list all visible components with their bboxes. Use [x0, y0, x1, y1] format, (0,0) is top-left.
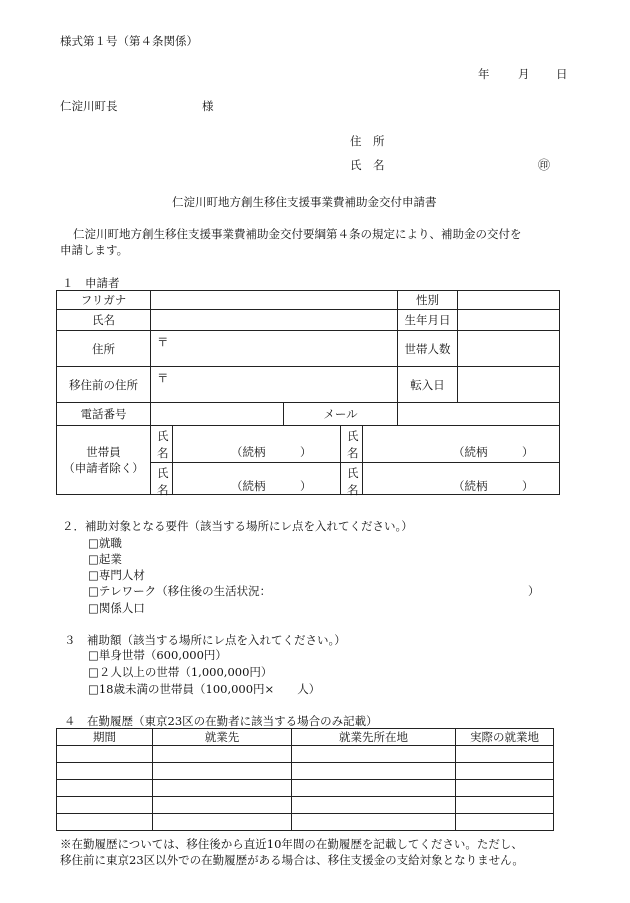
- document-title: 仁淀川町地方創生移住支援事業費補助金交付申請書: [172, 195, 437, 209]
- member-4-field[interactable]: [341, 463, 560, 495]
- date-month-label: 月: [518, 67, 530, 81]
- birthdate-label: 生年月日: [398, 310, 458, 331]
- email-label: メール: [284, 403, 398, 426]
- member-1-field[interactable]: [151, 426, 341, 463]
- gender-field[interactable]: [458, 291, 560, 310]
- section1-heading: １ 申請者: [62, 276, 120, 290]
- date-year-label: 年: [478, 67, 490, 81]
- telework-close-paren: ）: [528, 584, 540, 598]
- member-2-field[interactable]: [341, 426, 560, 463]
- member-name-label: 氏 名: [151, 426, 173, 462]
- name-label: 氏名: [57, 310, 151, 331]
- col-actual-workplace: 実際の就業地: [456, 729, 554, 746]
- applicant-table: [56, 290, 560, 495]
- address-label: 住所: [57, 331, 151, 367]
- prev-address-field[interactable]: [151, 367, 398, 403]
- table-row: [57, 814, 554, 831]
- col-employer-location: 就業先所在地: [292, 729, 456, 746]
- col-employer: 就業先: [153, 729, 292, 746]
- move-in-date-field[interactable]: [458, 367, 560, 403]
- addressee-suffix: 様: [202, 99, 214, 113]
- checkbox-telework[interactable]: □テレワーク（移住後の生活状況：: [88, 584, 272, 598]
- checkbox-employment[interactable]: □就職: [88, 536, 122, 550]
- household-count-label: 世帯人数: [398, 331, 458, 367]
- section3-heading: ３ 補助額（該当する場所にレ点を入れてください。）: [64, 633, 346, 647]
- relation-label: （続柄 ）: [453, 479, 534, 493]
- birthdate-field[interactable]: [458, 310, 560, 331]
- table-row: [57, 746, 554, 763]
- checkbox-single-household[interactable]: □単身世帯（600,000円）: [88, 648, 227, 662]
- phone-label: 電話番号: [57, 403, 151, 426]
- table-row: [57, 763, 554, 780]
- applicant-address-label: 住 所: [350, 134, 385, 148]
- seal-mark: ㊞: [538, 158, 551, 172]
- table-row: [57, 797, 554, 814]
- checkbox-specialist[interactable]: □専門人材: [88, 568, 145, 582]
- checkbox-multi-household[interactable]: □２人以上の世帯（1,000,000円）: [88, 665, 273, 679]
- phone-field[interactable]: [151, 403, 284, 426]
- relation-label: （続柄 ）: [231, 479, 312, 493]
- postal-mark: 〒: [157, 335, 169, 349]
- furigana-label: フリガナ: [57, 291, 151, 310]
- address-field[interactable]: [151, 331, 398, 367]
- member-name-label: 氏 名: [341, 463, 363, 494]
- relation-label: （続柄 ）: [453, 445, 534, 459]
- section4-heading: ４ 在勤履歴（東京23区の在勤者に該当する場合のみ記載）: [64, 714, 378, 728]
- member-name-label: 氏 名: [151, 463, 173, 494]
- gender-label: 性別: [398, 291, 458, 310]
- name-field[interactable]: [151, 310, 398, 331]
- prev-address-label: 移住前の住所: [57, 367, 151, 403]
- form-number: 様式第１号（第４条関係）: [60, 34, 198, 48]
- member-3-field[interactable]: [151, 463, 341, 495]
- section2-heading: ２．補助対象となる要件（該当する場所にレ点を入れてください。）: [62, 519, 413, 533]
- checkbox-under18-members[interactable]: □18歳未満の世帯員（100,000円× 人）: [88, 682, 321, 696]
- member-name-label: 氏 名: [341, 426, 363, 462]
- postal-mark: 〒: [157, 371, 169, 385]
- move-in-date-label: 転入日: [398, 367, 458, 403]
- col-period: 期間: [57, 729, 153, 746]
- intro-line-2: 申請します。: [60, 243, 129, 257]
- date-day-label: 日: [556, 67, 568, 81]
- email-field[interactable]: [398, 403, 560, 426]
- household-members-label: 世帯員 （申請者除く）: [57, 426, 151, 495]
- relation-label: （続柄 ）: [231, 445, 312, 459]
- furigana-field[interactable]: [151, 291, 398, 310]
- household-count-field[interactable]: [458, 331, 560, 367]
- footnote-line-2: 移住前に東京23区以外での在勤履歴がある場合は、移住支援金の支給対象となりません。: [60, 853, 524, 867]
- applicant-name-label: 氏 名: [350, 158, 385, 172]
- checkbox-related-population[interactable]: □関係人口: [88, 601, 145, 615]
- intro-line-1: 仁淀川町地方創生移住支援事業費補助金交付要綱第４条の規定により、補助金の交付を: [73, 227, 522, 241]
- checkbox-startup[interactable]: □起業: [88, 552, 122, 566]
- addressee: 仁淀川町長: [60, 99, 118, 113]
- footnote-line-1: ※在勤履歴については、移住後から直近10年間の在勤履歴を記載してください。ただし、: [60, 837, 523, 851]
- table-row: [57, 780, 554, 797]
- work-history-table: [56, 728, 554, 831]
